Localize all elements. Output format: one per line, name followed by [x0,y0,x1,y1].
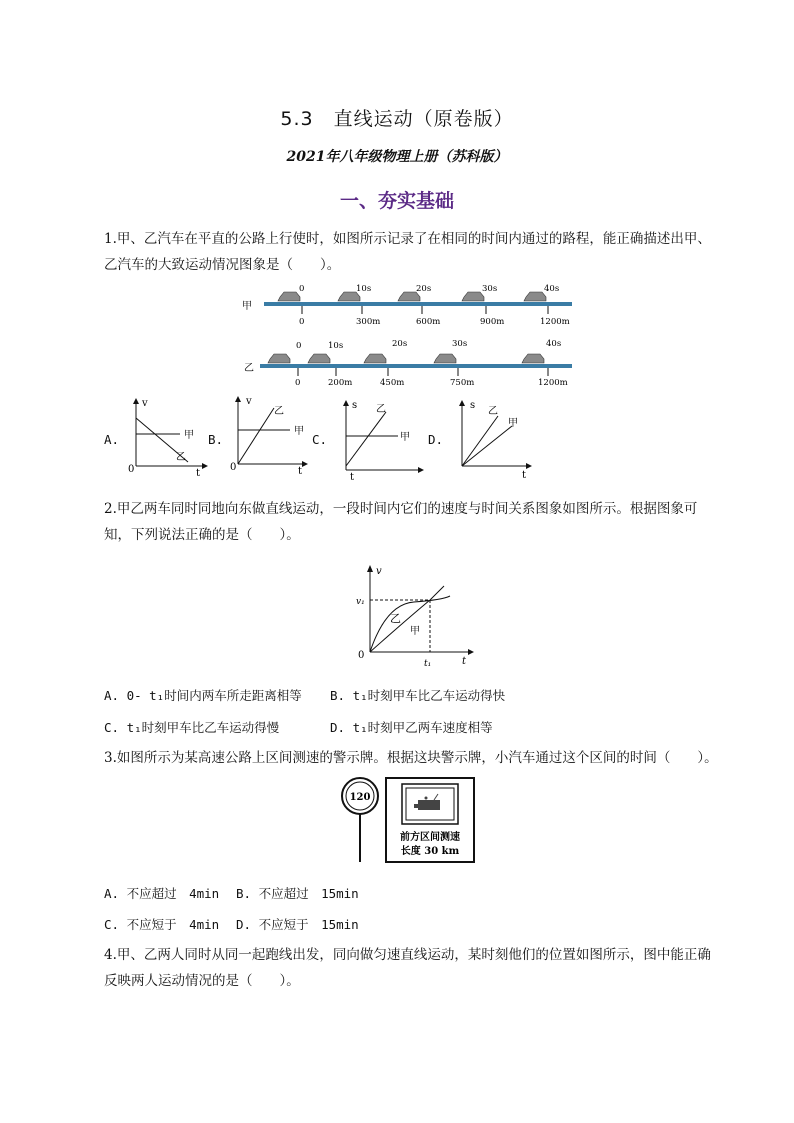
q3-speed-sign [338,774,480,866]
q1-d-origin: 0 [454,465,460,475]
q1-c-origin: 0 [338,469,344,479]
question-3-text: 3.如图所示为某高速公路上区间测速的警示牌。根据这块警示牌，小汽车通过这个区间的时间（ ）。 [104,750,718,766]
road-yi-cars [268,354,544,363]
q1-a-xaxis: t [196,468,201,476]
road-jia-ticks [302,306,548,314]
road-jia-time-4: 40s [544,284,560,294]
road-yi-dist-1: 200m [328,378,353,388]
road-yi-time-1: 10s [328,341,344,351]
road-jia-time-1: 10s [356,284,372,294]
q2-option-a[interactable]: A. 0- t₁时间内两车所走距离相等 [104,688,302,703]
road-jia-dist-3: 900m [480,317,505,327]
q3-option-c[interactable]: C. 不应短于 4min [104,917,220,932]
q1-option-a-graph[interactable] [126,396,210,476]
q1-d-line-jia: 甲 [508,418,518,429]
q1-c-yaxis: s [352,400,358,411]
road-jia-dist-1: 300m [356,317,381,327]
q1-option-c-letter[interactable]: C. [312,432,328,447]
q2-option-d[interactable]: D. t₁时刻甲乙两车速度相等 [330,720,493,735]
q1-b-origin: 0 [230,462,237,473]
q1-d-line-yi: 乙 [488,406,498,417]
q2-t1: t₁ [424,659,432,669]
q1-d-yaxis: s [470,400,476,411]
road-yi-ticks [298,368,548,376]
road-jia-label: 甲 [242,301,252,312]
question-4-text: 4.甲、乙两人同时从同一起跑线出发，同向做匀速直线运动，某时刻他们的位置如图所示，图中能正确反映两人运动情况的是（ ）。 [104,947,711,989]
question-2-text: 2.甲乙两车同时同地向东做直线运动，一段时间内它们的速度与时间关系图象如图所示。根据图象可知，下列说法正确的是（ ）。 [104,501,698,543]
q2-xaxis: t [462,656,467,667]
road-yi-dist-4: 1200m [538,378,568,388]
sign-line-1: 前方区间测速 [400,832,460,843]
q3-option-b[interactable]: B. 不应超过 15min [236,886,359,901]
road-jia-time-2: 20s [416,284,432,294]
q2-curve-jia: 甲 [410,626,420,637]
road-jia-dist-0: 0 [299,317,305,327]
page-subtitle: 2021年八年级物理上册（苏科版） [286,149,508,165]
question-1-text: 1.甲、乙汽车在平直的公路上行使时，如图所示记录了在相同的时间内通过的路程，能正确描述出甲、乙汽车的大致运动情况图象是（ ）。 [104,231,711,273]
road-yi-time-0: 0 [296,341,302,351]
road-jia-dist-2: 600m [416,317,441,327]
q2-v1: v₁ [356,597,365,607]
q2-option-b[interactable]: B. t₁时刻甲车比乙车运动得快 [330,688,506,703]
q1-road-diagram [238,282,578,390]
speed-limit-value: 120 [349,792,371,803]
road-yi-time-4: 40s [546,339,562,349]
q3-option-d[interactable]: D. 不应短于 15min [236,917,359,932]
q1-option-d-graph[interactable] [450,396,534,480]
q1-option-a-letter[interactable]: A. [104,432,120,447]
q2-origin: 0 [358,650,365,661]
section-heading: 一、夯实基础 [339,190,454,212]
road-yi-dist-3: 750m [450,378,475,388]
road-jia-cars [278,292,546,301]
road-yi-time-3: 30s [452,339,468,349]
q2-curve-yi: 乙 [390,612,401,625]
sign-line-2: 长度 30 km [400,846,460,857]
q1-a-yaxis: v [142,398,148,409]
q2-vt-graph [352,562,478,670]
road-yi-time-2: 20s [392,339,408,349]
q1-option-c-graph[interactable] [336,396,426,480]
q1-option-b-graph[interactable] [226,394,310,476]
q1-b-xaxis: t [298,466,303,476]
page-title: 5.3 直线运动（原卷版） [280,108,514,130]
road-yi-label: 乙 [244,363,254,374]
q1-d-xaxis: t [522,470,527,480]
road-jia-time-0: 0 [299,284,305,294]
road-yi [260,364,572,368]
q1-c-line-yi: 乙 [376,404,386,415]
q2-yaxis: v [376,566,382,577]
q2-option-c[interactable]: C. t₁时刻甲车比乙车运动得慢 [104,720,280,735]
q1-a-line-yi: 乙 [176,452,186,463]
q1-b-line-yi: 乙 [274,406,284,417]
q1-c-xaxis: t [350,472,355,480]
q3-option-a[interactable]: A. 不应超过 4min [104,886,220,901]
road-jia-dist-4: 1200m [540,317,570,327]
q1-a-origin: 0 [128,464,135,475]
road-yi-dist-2: 450m [380,378,405,388]
q1-b-yaxis: v [246,396,252,407]
road-jia-time-3: 30s [482,284,498,294]
q1-b-line-jia: 甲 [294,426,304,437]
road-jia [264,302,572,306]
road-yi-dist-0: 0 [295,378,301,388]
q1-c-line-jia: 甲 [400,432,410,443]
q1-option-d-letter[interactable]: D. [428,432,444,447]
q1-option-b-letter[interactable]: B. [208,432,224,447]
q1-a-line-jia: 甲 [184,430,194,441]
